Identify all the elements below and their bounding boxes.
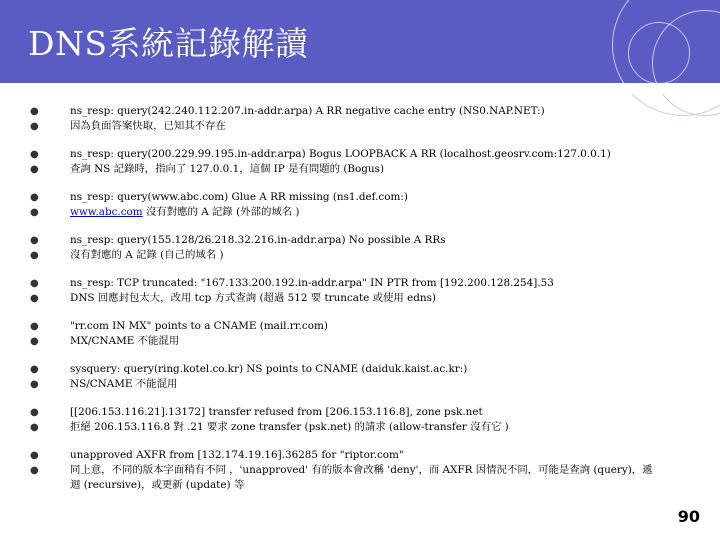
title-banner [0, 0, 720, 94]
list-item [30, 362, 670, 392]
list-item [30, 104, 670, 134]
log-message: ● ns_resp: query(www.abc.com) Glue A RR missing (ns1.def.com:) [30, 191, 408, 203]
explanation: ● 沒有對應的 A 記錄 (自己的域名 ) [30, 249, 224, 261]
bullet-icon: ● [30, 465, 39, 476]
bullet-icon: ● [30, 422, 39, 433]
explanation: ● MX/CNAME 不能混用 [30, 335, 180, 347]
list-item [30, 233, 670, 263]
bullet-icon: ● [30, 192, 39, 203]
bullet-icon: ● [30, 407, 39, 418]
bullet-icon: ● [30, 450, 39, 461]
bullet-icon: ● [30, 121, 39, 132]
log-message: ● ns_resp: query(242.240.112.207.in-addr.arpa) A RR negative cache entry (NS0.NAP.NET:) [30, 105, 545, 117]
decorative-circle [628, 22, 690, 84]
log-message: ● ns_resp: query(200.229.99.195.in-addr.arpa) Bogus LOOPBACK A RR (localhost.geosrv.com:127.0.0.1) [30, 148, 611, 160]
explanation: ● 因為負面答案快取，已知其不存在 [30, 120, 226, 132]
domain-link[interactable]: www.abc.com [70, 206, 143, 218]
log-message: ● sysquery: query(ring.kotel.co.kr) NS points to CNAME (daiduk.kaist.ac.kr:) [30, 363, 468, 375]
log-message: ● ns_resp: TCP truncated: "167.133.200.192.in-addr.arpa" IN PTR from [192.200.128.254].53 [30, 277, 554, 289]
bullet-icon: ● [30, 336, 39, 347]
log-message: ● ns_resp: query(155.128/26.218.32.216.in-addr.arpa) No possible A RRs [30, 234, 446, 246]
explanation: ● DNS 回應封包太大，改用 tcp 方式查詢 (超過 512 要 truncate 或使用 edns) [30, 292, 436, 304]
bullet-icon: ● [30, 293, 39, 304]
log-message: ● [[206.153.116.21].13172] transfer refused from [206.153.116.8], zone psk.net [30, 406, 483, 418]
list-item [30, 190, 670, 220]
bullet-icon: ● [30, 235, 39, 246]
list-item [30, 448, 670, 493]
log-message: ● "rr.com IN MX" points to a CNAME (mail.rr.com) [30, 320, 328, 332]
explanation: ● www.abc.com 沒有對應的 A 記錄 (外部的域名 ) [30, 206, 300, 218]
list-item [30, 147, 670, 177]
bullet-icon: ● [30, 106, 39, 117]
bullet-icon: ● [30, 149, 39, 160]
bullet-icon: ● [30, 321, 39, 332]
banner-divider [0, 83, 720, 94]
bullet-icon: ● [30, 207, 39, 218]
bullet-list [30, 104, 670, 506]
bullet-icon: ● [30, 364, 39, 375]
bullet-icon: ● [30, 278, 39, 289]
page-title: DNS系統記錄解讀 [28, 24, 309, 63]
log-message: ● unapproved AXFR from [132.174.19.16].36285 for "riptor.com" [30, 449, 404, 461]
list-item [30, 319, 670, 349]
explanation: ● 同上意，不同的版本字面稍有不同 ，'unapproved' 有的版本會改稱 'deny'，而 AXFR 因情況不同，可能是查詢 (query)，遞迴 (recursive)，或更新 (update) 等 [30, 464, 653, 491]
page-number: 90 [677, 507, 700, 526]
bullet-icon: ● [30, 164, 39, 175]
bullet-icon: ● [30, 379, 39, 390]
explanation: ● 查詢 NS 記錄時，指向了 127.0.0.1，這個 IP 是有問題的 (Bogus) [30, 163, 385, 175]
bullet-icon: ● [30, 250, 39, 261]
explanation: ● NS/CNAME 不能混用 [30, 378, 178, 390]
list-item [30, 405, 670, 435]
list-item [30, 276, 670, 306]
explanation: ● 拒絕 206.153.116.8 對 .21 要求 zone transfer (psk.net) 的請求 (allow-transfer 沒有它 ) [30, 421, 509, 433]
